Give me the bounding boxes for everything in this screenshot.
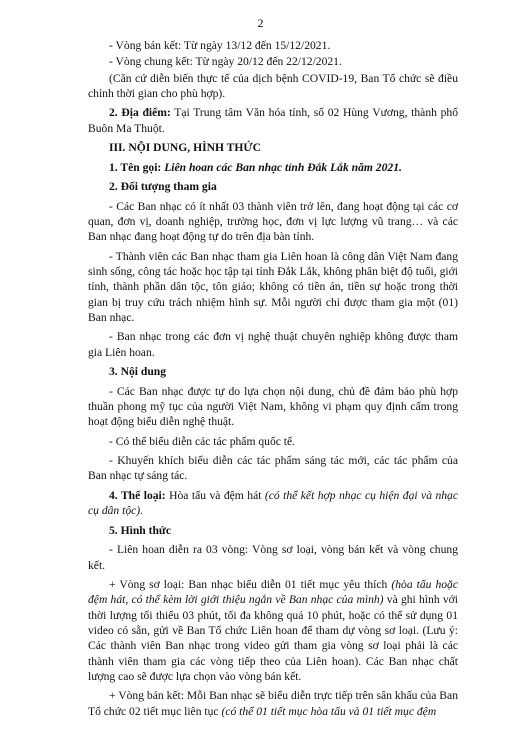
section-heading-content-format: III. NỘI DUNG, HÌNH THỨC — [109, 141, 262, 155]
paragraph-semifinal-round — [88, 688, 458, 719]
event-name-value: Liên hoan các Ban nhạc tỉnh Đắk Lắk năm 2021. — [164, 160, 402, 174]
heading-content: 3. Nội dung — [109, 365, 167, 379]
genre-text: Hòa tấu và đệm hát — [165, 488, 265, 502]
paragraph-genre — [88, 488, 458, 519]
paragraph-content-choice: - Các Ban nhạc được tự do lựa chọn nội dung, chủ đề đảm bảo phù hợp thuần phong mỹ tục của người Việt Nam, không vi phạm quy định cấm trong hoạt động biểu diễn nghệ thuật. — [88, 384, 458, 429]
semifinal-note: (có thể 01 tiết mục hòa tấu và 01 tiết mục đệm — [221, 704, 437, 718]
genre-note: (có thể kết hợp nhạc cụ hiện đại và nhạc cụ dân tộc). — [88, 488, 458, 518]
paragraph-location — [88, 105, 458, 136]
heading-participants: 2. Đối tượng tham gia — [109, 180, 217, 194]
preliminary-note: (hòa tấu hoặc đệm hát, có thể kèm lời giới thiệu ngắn về Ban nhạc của mình) — [88, 578, 458, 607]
preliminary-text-b: và ghi hình với thời lượng tối thiểu 03 phút, tối đa không quá 10 phút, hoặc có thể sử dụng 01 video có sẵn, gửi về Ban Tổ chức Liên hoan để tham dự vòng sơ loại. (Lưu ý: Các thành viên Ban nhạc trong video gửi tham gia vòng sơ loại phải là các thành viên tham gia các vòng tiếp theo của Liên hoan). Các Ban nhạc chất lượng cao sẽ được lựa chọn vào vòng bán kết. — [88, 593, 458, 683]
semifinal-text: + Vòng bán kết: Mỗi Ban nhạc sẽ biểu diễn trực tiếp trên sân khấu của Ban Tổ chức 02 tiết mục liên tục — [88, 689, 458, 718]
paragraph-event-name — [88, 160, 458, 175]
heading-format: 5. Hình thức — [109, 523, 172, 537]
paragraph-participants-bands: - Các Ban nhạc có ít nhất 03 thành viên trở lên, đang hoạt động tại các cơ quan, đơn vị, doanh nghiệp, trường học, đơn vị lực lượng vũ trang… và các Ban nhạc đang hoạt động tự do trên địa bàn tỉnh. — [88, 199, 458, 244]
page-number: 2 — [257, 16, 264, 30]
preliminary-text-a: + Vòng sơ loại: Ban nhạc biểu diễn 01 tiết mục yêu thích — [109, 578, 392, 592]
paragraph-rounds: - Liên hoan diễn ra 03 vòng: Vòng sơ loại, vòng bán kết và vòng chung kết. — [88, 543, 458, 572]
paragraph-content-international: - Có thể biểu diễn các tác phẩm quốc tế. — [109, 434, 296, 448]
location-text: Tại Trung tâm Văn hóa tỉnh, số 02 Hùng Vương, thành phố Buôn Ma Thuột. — [88, 106, 458, 135]
paragraph-semifinal-date: - Vòng bán kết: Từ ngày 13/12 đến 15/12/2021. — [109, 39, 331, 52]
genre-label: 4. Thể loại: — [109, 488, 166, 502]
paragraph-covid-note: (Căn cứ diễn biến thực tế của dịch bệnh COVID-19, Ban Tổ chức sẽ điều chỉnh thời gian cho phù hợp). — [88, 71, 458, 100]
paragraph-final-date: - Vòng chung kết: Từ ngày 20/12 đến 22/12/2021. — [109, 55, 342, 69]
paragraph-participants-exclusion: - Ban nhạc trong các đơn vị nghệ thuật chuyên nghiệp không được tham gia Liên hoan. — [88, 330, 458, 359]
document-body — [88, 38, 458, 723]
paragraph-preliminary-round — [88, 577, 458, 684]
event-name-label: 1. Tên gọi: — [109, 160, 165, 174]
location-label: 2. Địa điểm: — [109, 106, 171, 120]
paragraph-content-encourage: - Khuyến khích biểu diễn các tác phẩm sáng tác mới, các tác phẩm của Ban nhạc tự sáng tác. — [88, 454, 458, 483]
paragraph-participants-members: - Thành viên các Ban nhạc tham gia Liên hoan là công dân Việt Nam đang sinh sống, công tác hoặc học tập tại tỉnh Đắk Lắk, không phân biệt độ tuổi, giới tính, thành phần dân tộc, tôn giáo; không có tiền án, tiền sự hoặc trong thời gian bị truy cứu trách nhiệm hình sự. Mỗi người chỉ được tham gia một (01) Ban nhạc. — [88, 249, 458, 324]
